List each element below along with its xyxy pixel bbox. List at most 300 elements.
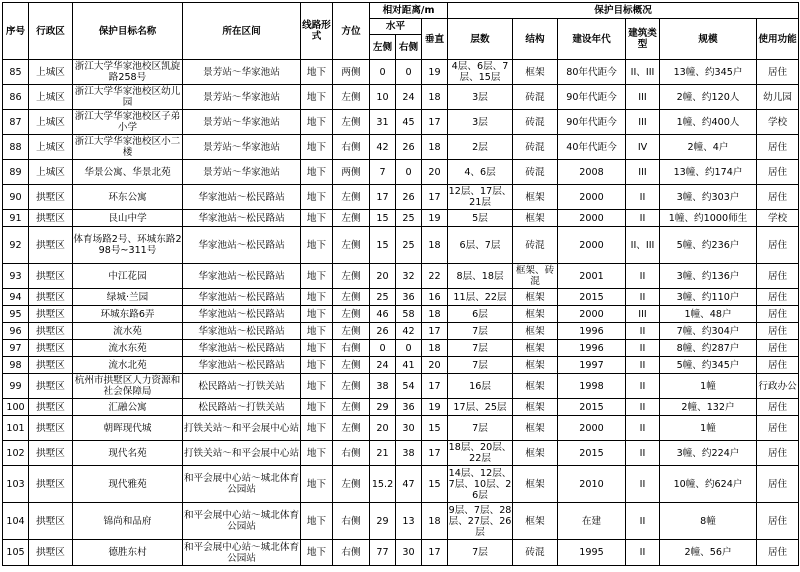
vertical-distance-cell: 18 [422, 306, 448, 323]
use-cell: 居住 [757, 60, 799, 85]
vertical-distance-cell: 17 [422, 540, 448, 566]
structure-cell: 框架 [513, 357, 558, 374]
direction-cell: 左侧 [333, 110, 370, 135]
section-cell: 华家池站～松民路站 [183, 264, 301, 289]
district-cell: 拱墅区 [29, 306, 73, 323]
table-row [3, 503, 799, 540]
seq-cell: 96 [3, 323, 29, 340]
structure-cell: 框架 [513, 340, 558, 357]
vertical-distance-cell: 17 [422, 110, 448, 135]
right-distance-cell: 30 [396, 416, 422, 441]
structure-cell: 框架 [513, 441, 558, 466]
table-row [3, 306, 799, 323]
structure-cell: 砖混 [513, 85, 558, 110]
floors-cell: 6层 [448, 306, 513, 323]
target-name-cell: 环东公寓 [73, 185, 183, 210]
vertical-distance-cell: 18 [422, 503, 448, 540]
left-distance-cell: 42 [370, 135, 396, 160]
district-cell: 上城区 [29, 135, 73, 160]
section-cell: 景芳站～华家池站 [183, 110, 301, 135]
floors-cell: 3层 [448, 85, 513, 110]
table-row [3, 340, 799, 357]
table-row [3, 540, 799, 566]
left-distance-cell: 15 [370, 210, 396, 227]
direction-cell: 两侧 [333, 160, 370, 185]
scale-cell: 10幢、约624户 [660, 466, 757, 503]
use-cell: 居住 [757, 340, 799, 357]
section-cell: 华家池站～松民路站 [183, 340, 301, 357]
floors-cell: 3层 [448, 110, 513, 135]
section-cell: 景芳站～华家池站 [183, 160, 301, 185]
left-distance-cell: 26 [370, 323, 396, 340]
section-cell: 华家池站～松民路站 [183, 289, 301, 306]
structure-cell: 砖混 [513, 160, 558, 185]
line-form-cell: 地下 [301, 85, 333, 110]
header-scale: 规模 [660, 19, 757, 60]
header-structure: 结构 [513, 19, 558, 60]
district-cell: 拱墅区 [29, 323, 73, 340]
built-year-cell: 2015 [558, 399, 626, 416]
scale-cell: 2幢、132户 [660, 399, 757, 416]
use-cell: 居住 [757, 323, 799, 340]
section-cell: 华家池站～松民路站 [183, 306, 301, 323]
scale-cell: 1幢、约400人 [660, 110, 757, 135]
seq-cell: 101 [3, 416, 29, 441]
structure-cell: 框架、砖混 [513, 264, 558, 289]
table-row [3, 135, 799, 160]
scale-cell: 3幢、约110户 [660, 289, 757, 306]
target-name-cell: 艮山中学 [73, 210, 183, 227]
use-cell: 居住 [757, 160, 799, 185]
table-row [3, 160, 799, 185]
built-year-cell: 1996 [558, 323, 626, 340]
right-distance-cell: 0 [396, 340, 422, 357]
floors-cell: 16层 [448, 374, 513, 399]
scale-cell: 1幢 [660, 374, 757, 399]
direction-cell: 左侧 [333, 306, 370, 323]
left-distance-cell: 15.2 [370, 466, 396, 503]
right-distance-cell: 36 [396, 289, 422, 306]
district-cell: 拱墅区 [29, 503, 73, 540]
build-type-cell: II [626, 185, 660, 210]
section-cell: 景芳站～华家池站 [183, 60, 301, 85]
direction-cell: 左侧 [333, 357, 370, 374]
section-cell: 和平会展中心站～城北体育公园站 [183, 466, 301, 503]
seq-cell: 97 [3, 340, 29, 357]
use-cell: 居住 [757, 466, 799, 503]
right-distance-cell: 41 [396, 357, 422, 374]
section-cell: 华家池站～松民路站 [183, 210, 301, 227]
seq-cell: 92 [3, 227, 29, 264]
vertical-distance-cell: 22 [422, 264, 448, 289]
left-distance-cell: 20 [370, 264, 396, 289]
target-name-cell: 浙江大学华家池校区凯旋路258号 [73, 60, 183, 85]
table-row [3, 60, 799, 85]
line-form-cell: 地下 [301, 441, 333, 466]
vertical-distance-cell: 17 [422, 374, 448, 399]
built-year-cell: 90年代距今 [558, 110, 626, 135]
seq-cell: 88 [3, 135, 29, 160]
structure-cell: 框架 [513, 185, 558, 210]
right-distance-cell: 0 [396, 60, 422, 85]
seq-cell: 86 [3, 85, 29, 110]
direction-cell: 左侧 [333, 227, 370, 264]
built-year-cell: 在建 [558, 503, 626, 540]
table-row [3, 323, 799, 340]
scale-cell: 3幢、约303户 [660, 185, 757, 210]
built-year-cell: 2015 [558, 289, 626, 306]
built-year-cell: 2010 [558, 466, 626, 503]
build-type-cell: II [626, 416, 660, 441]
build-type-cell: II [626, 466, 660, 503]
use-cell: 居住 [757, 357, 799, 374]
table-row [3, 110, 799, 135]
direction-cell: 左侧 [333, 289, 370, 306]
structure-cell: 框架 [513, 503, 558, 540]
left-distance-cell: 29 [370, 503, 396, 540]
line-form-cell: 地下 [301, 540, 333, 566]
table-row [3, 264, 799, 289]
target-name-cell: 绿城·兰园 [73, 289, 183, 306]
district-cell: 拱墅区 [29, 374, 73, 399]
floors-cell: 8层、18层 [448, 264, 513, 289]
build-type-cell: II [626, 399, 660, 416]
target-name-cell: 杭州市拱墅区人力资源和社会保障局 [73, 374, 183, 399]
floors-cell: 7层 [448, 540, 513, 566]
left-distance-cell: 0 [370, 60, 396, 85]
header-relative-distance: 相对距离/m [370, 3, 448, 19]
header-build-type: 建筑类型 [626, 19, 660, 60]
line-form-cell: 地下 [301, 416, 333, 441]
scale-cell: 5幢、约236户 [660, 227, 757, 264]
vertical-distance-cell: 18 [422, 135, 448, 160]
direction-cell: 右侧 [333, 441, 370, 466]
district-cell: 拱墅区 [29, 357, 73, 374]
scale-cell: 1幢、约1000师生 [660, 210, 757, 227]
structure-cell: 砖混 [513, 227, 558, 264]
seq-cell: 105 [3, 540, 29, 566]
target-name-cell: 德胜东村 [73, 540, 183, 566]
use-cell: 居住 [757, 306, 799, 323]
seq-cell: 98 [3, 357, 29, 374]
direction-cell: 左侧 [333, 416, 370, 441]
use-cell: 居住 [757, 135, 799, 160]
direction-cell: 左侧 [333, 185, 370, 210]
seq-cell: 90 [3, 185, 29, 210]
right-distance-cell: 47 [396, 466, 422, 503]
use-cell: 居住 [757, 264, 799, 289]
built-year-cell: 2008 [558, 160, 626, 185]
header-horizontal: 水平 [370, 19, 422, 35]
target-name-cell: 中江花园 [73, 264, 183, 289]
built-year-cell: 2000 [558, 210, 626, 227]
vertical-distance-cell: 19 [422, 210, 448, 227]
district-cell: 拱墅区 [29, 227, 73, 264]
direction-cell: 右侧 [333, 135, 370, 160]
floors-cell: 7层 [448, 416, 513, 441]
left-distance-cell: 17 [370, 185, 396, 210]
right-distance-cell: 32 [396, 264, 422, 289]
build-type-cell: II [626, 540, 660, 566]
seq-cell: 87 [3, 110, 29, 135]
floors-cell: 11层、22层 [448, 289, 513, 306]
header-right: 右侧 [396, 35, 422, 60]
table-row [3, 210, 799, 227]
header-vertical: 垂直 [422, 19, 448, 60]
protection-target-table [2, 2, 799, 566]
direction-cell: 右侧 [333, 540, 370, 566]
floors-cell: 5层 [448, 210, 513, 227]
built-year-cell: 2000 [558, 416, 626, 441]
build-type-cell: II [626, 357, 660, 374]
floors-cell: 12层、17层、21层 [448, 186, 512, 208]
line-form-cell: 地下 [301, 185, 333, 210]
right-distance-cell: 25 [396, 210, 422, 227]
seq-cell: 95 [3, 306, 29, 323]
table-row [3, 466, 799, 503]
floors-cell: 7层 [448, 323, 513, 340]
build-type-cell: II [626, 210, 660, 227]
header-left: 左侧 [370, 35, 396, 60]
table-row [3, 185, 799, 210]
left-distance-cell: 20 [370, 416, 396, 441]
built-year-cell: 80年代距今 [558, 60, 626, 85]
section-cell: 华家池站～松民路站 [183, 185, 301, 210]
built-year-cell: 2015 [558, 441, 626, 466]
target-name-cell: 流水北苑 [73, 357, 183, 374]
district-cell: 上城区 [29, 110, 73, 135]
line-form-cell: 地下 [301, 227, 333, 264]
left-distance-cell: 38 [370, 374, 396, 399]
line-form-cell: 地下 [301, 289, 333, 306]
structure-cell: 框架 [513, 210, 558, 227]
structure-cell: 框架 [513, 374, 558, 399]
left-distance-cell: 10 [370, 85, 396, 110]
built-year-cell: 1997 [558, 357, 626, 374]
left-distance-cell: 15 [370, 227, 396, 264]
district-cell: 上城区 [29, 160, 73, 185]
vertical-distance-cell: 19 [422, 399, 448, 416]
built-year-cell: 1996 [558, 340, 626, 357]
line-form-cell: 地下 [301, 466, 333, 503]
target-name-cell: 浙江大学华家池校区小二楼 [73, 135, 183, 160]
structure-cell: 砖混 [513, 135, 558, 160]
target-name-cell: 流水东苑 [73, 340, 183, 357]
scale-cell: 2幢、4户 [660, 135, 757, 160]
use-cell: 居住 [757, 503, 799, 540]
use-cell: 居住 [757, 399, 799, 416]
line-form-cell: 地下 [301, 503, 333, 540]
scale-cell: 2幢、56户 [660, 540, 757, 566]
built-year-cell: 1998 [558, 374, 626, 399]
direction-cell: 左侧 [333, 466, 370, 503]
direction-cell: 右侧 [333, 340, 370, 357]
seq-cell: 94 [3, 289, 29, 306]
section-cell: 景芳站～华家池站 [183, 85, 301, 110]
vertical-distance-cell: 17 [422, 323, 448, 340]
section-cell: 松民路站～打铁关站 [183, 399, 301, 416]
built-year-cell: 1995 [558, 540, 626, 566]
left-distance-cell: 29 [370, 399, 396, 416]
built-year-cell: 40年代距今 [558, 135, 626, 160]
scale-cell: 13幢、约345户 [660, 60, 757, 85]
built-year-cell: 2000 [558, 227, 626, 264]
section-cell: 和平会展中心站～城北体育公园站 [183, 541, 300, 564]
built-year-cell: 2000 [558, 306, 626, 323]
right-distance-cell: 42 [396, 323, 422, 340]
district-cell: 拱墅区 [29, 399, 73, 416]
direction-cell: 左侧 [333, 399, 370, 416]
built-year-cell: 90年代距今 [558, 85, 626, 110]
left-distance-cell: 7 [370, 160, 396, 185]
structure-cell: 框架 [513, 289, 558, 306]
seq-cell: 100 [3, 399, 29, 416]
target-name-cell: 华景公寓、华景北苑 [73, 160, 183, 185]
section-cell: 华家池站～松民路站 [183, 227, 301, 264]
floors-cell: 4、6层 [448, 160, 513, 185]
right-distance-cell: 25 [396, 227, 422, 264]
structure-cell: 砖混 [513, 540, 558, 566]
district-cell: 拱墅区 [29, 441, 73, 466]
scale-cell: 8幢 [660, 503, 757, 540]
district-cell: 拱墅区 [29, 340, 73, 357]
table-row [3, 416, 799, 441]
scale-cell: 7幢、约304户 [660, 323, 757, 340]
use-cell: 居住 [757, 185, 799, 210]
structure-cell: 砖混 [513, 110, 558, 135]
section-cell: 松民路站～打铁关站 [183, 374, 301, 399]
vertical-distance-cell: 16 [422, 289, 448, 306]
section-cell: 打铁关站～和平会展中心站 [183, 416, 301, 441]
district-cell: 拱墅区 [29, 540, 73, 566]
left-distance-cell: 31 [370, 110, 396, 135]
table-row [3, 289, 799, 306]
district-cell: 拱墅区 [29, 210, 73, 227]
left-distance-cell: 21 [370, 441, 396, 466]
scale-cell: 3幢、约224户 [660, 441, 757, 466]
vertical-distance-cell: 18 [422, 85, 448, 110]
scale-cell: 8幢、约287户 [660, 340, 757, 357]
line-form-cell: 地下 [301, 160, 333, 185]
target-name-cell: 朝晖现代城 [73, 416, 183, 441]
build-type-cell: IV [626, 135, 660, 160]
target-name-cell: 现代名苑 [73, 441, 183, 466]
build-type-cell: II [626, 503, 660, 540]
target-name-cell: 浙江大学华家池校区幼儿园 [73, 85, 183, 110]
build-type-cell: II [626, 323, 660, 340]
right-distance-cell: 26 [396, 185, 422, 210]
seq-cell: 85 [3, 60, 29, 85]
direction-cell: 两侧 [333, 60, 370, 85]
build-type-cell: II [626, 441, 660, 466]
district-cell: 拱墅区 [29, 289, 73, 306]
left-distance-cell: 25 [370, 289, 396, 306]
scale-cell: 5幢、约345户 [660, 357, 757, 374]
floors-cell: 9层、7层、28层、27层、26层 [448, 504, 512, 538]
header-row-1 [3, 3, 799, 19]
right-distance-cell: 36 [396, 399, 422, 416]
use-cell: 行政办公 [757, 374, 799, 399]
scale-cell: 1幢 [660, 416, 757, 441]
line-form-cell: 地下 [301, 323, 333, 340]
vertical-distance-cell: 18 [422, 340, 448, 357]
line-form-cell: 地下 [301, 264, 333, 289]
district-cell: 拱墅区 [29, 416, 73, 441]
table-row [3, 399, 799, 416]
vertical-distance-cell: 15 [422, 416, 448, 441]
left-distance-cell: 0 [370, 340, 396, 357]
target-name-cell: 现代雅苑 [73, 466, 183, 503]
table-row [3, 227, 799, 264]
line-form-cell: 地下 [301, 399, 333, 416]
seq-cell: 103 [3, 466, 29, 503]
build-type-cell: II、III [626, 60, 660, 85]
direction-cell: 左侧 [333, 323, 370, 340]
target-name-cell: 浙江大学华家池校区子弟小学 [73, 110, 183, 135]
direction-cell: 左侧 [333, 374, 370, 399]
header-floors: 层数 [448, 19, 513, 60]
section-cell: 华家池站～松民路站 [183, 323, 301, 340]
direction-cell: 左侧 [333, 264, 370, 289]
use-cell: 学校 [757, 110, 799, 135]
direction-cell: 左侧 [333, 85, 370, 110]
build-type-cell: III [626, 110, 660, 135]
line-form-cell: 地下 [301, 340, 333, 357]
table-row [3, 441, 799, 466]
built-year-cell: 2001 [558, 264, 626, 289]
header-direction: 方位 [333, 3, 370, 60]
floors-cell: 6层、7层 [448, 227, 513, 264]
left-distance-cell: 46 [370, 306, 396, 323]
direction-cell: 左侧 [333, 210, 370, 227]
direction-cell: 右侧 [333, 503, 370, 540]
target-name-cell: 体育场路2号、环城东路298号~311号 [73, 227, 183, 264]
structure-cell: 框架 [513, 466, 558, 503]
section-cell: 和平会展中心站～城北体育公园站 [183, 503, 301, 540]
target-name-cell: 锦尚和品府 [73, 503, 183, 540]
section-cell: 打铁关站～和平会展中心站 [183, 441, 301, 466]
floors-cell: 7层 [448, 357, 513, 374]
scale-cell: 13幢、约174户 [660, 160, 757, 185]
right-distance-cell: 24 [396, 85, 422, 110]
structure-cell: 框架 [513, 416, 558, 441]
floors-cell: 14层、12层、7层、10层、26层 [448, 467, 512, 501]
line-form-cell: 地下 [301, 135, 333, 160]
seq-cell: 104 [3, 503, 29, 540]
district-cell: 拱墅区 [29, 185, 73, 210]
built-year-cell: 2000 [558, 185, 626, 210]
section-cell: 华家池站～松民路站 [183, 357, 301, 374]
scale-cell: 1幢、48户 [660, 306, 757, 323]
vertical-distance-cell: 15 [422, 466, 448, 503]
use-cell: 幼儿园 [757, 85, 799, 110]
use-cell: 居住 [757, 289, 799, 306]
vertical-distance-cell: 18 [422, 227, 448, 264]
target-name-cell: 汇融公寓 [73, 399, 183, 416]
build-type-cell: III [626, 85, 660, 110]
structure-cell: 框架 [513, 323, 558, 340]
table-row [3, 357, 799, 374]
header-line-form: 线路形式 [301, 3, 333, 60]
floors-cell: 18层、20层、22层 [448, 442, 512, 464]
header-district: 行政区 [29, 3, 73, 60]
right-distance-cell: 26 [396, 135, 422, 160]
scale-cell: 2幢、约120人 [660, 85, 757, 110]
line-form-cell: 地下 [301, 210, 333, 227]
right-distance-cell: 38 [396, 441, 422, 466]
build-type-cell: III [626, 160, 660, 185]
build-type-cell: III [626, 306, 660, 323]
